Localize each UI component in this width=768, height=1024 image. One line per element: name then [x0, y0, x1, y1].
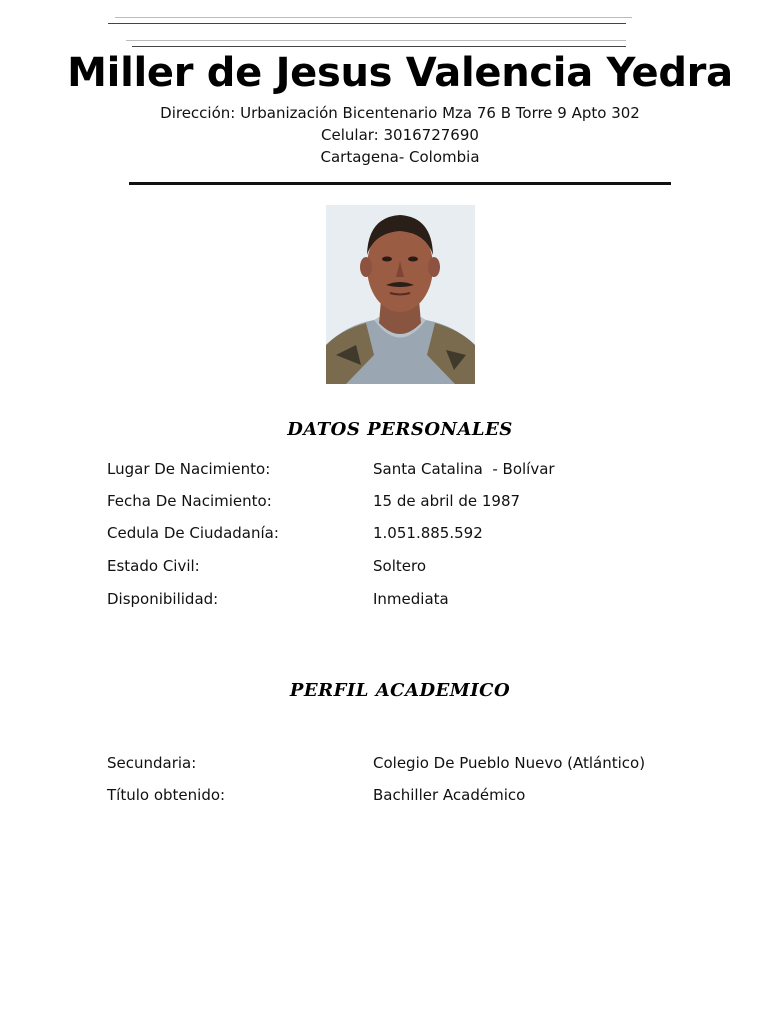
header-decor-line: [126, 40, 626, 41]
header-decor-line: [132, 46, 626, 47]
profile-photo-portrait: [326, 205, 475, 384]
section-title-academic: PERFIL ACADEMICO: [289, 680, 511, 701]
info-value: Colegio De Pueblo Nuevo (Atlántico): [373, 754, 646, 772]
info-value: 15 de abril de 1987: [373, 492, 521, 510]
phone-line: Celular: 3016727690: [321, 126, 479, 144]
info-value: Santa Catalina - Bolívar: [373, 460, 555, 478]
address-line: Dirección: Urbanización Bicentenario Mza 76 B Torre 9 Apto 302: [160, 104, 640, 122]
info-row: [107, 460, 707, 482]
info-label: Fecha De Nacimiento:: [107, 492, 272, 510]
info-label: Secundaria:: [107, 754, 197, 772]
header-decor-line: [108, 23, 626, 24]
info-label: Disponibilidad:: [107, 590, 219, 608]
info-row: [107, 492, 707, 514]
info-value: Inmediata: [373, 590, 449, 608]
info-label: Título obtenido:: [107, 786, 226, 804]
info-value: Bachiller Académico: [373, 786, 526, 804]
info-row: [107, 754, 707, 776]
info-value: Soltero: [373, 557, 426, 575]
info-row: [107, 786, 707, 808]
section-title-personal: DATOS PERSONALES: [287, 419, 513, 440]
info-row: [107, 524, 707, 546]
info-label: Cedula De Ciudadanía:: [107, 524, 279, 542]
profile-photo: [326, 205, 475, 384]
header-decor-line: [115, 17, 632, 18]
info-label: Estado Civil:: [107, 557, 200, 575]
info-row: [107, 590, 707, 612]
city-line: Cartagena- Colombia: [320, 148, 480, 166]
info-value: 1.051.885.592: [373, 524, 483, 542]
info-label: Lugar De Nacimiento:: [107, 460, 271, 478]
header-divider: [129, 182, 671, 185]
candidate-name: Miller de Jesus Valencia Yedra: [67, 50, 733, 96]
info-row: [107, 557, 707, 579]
